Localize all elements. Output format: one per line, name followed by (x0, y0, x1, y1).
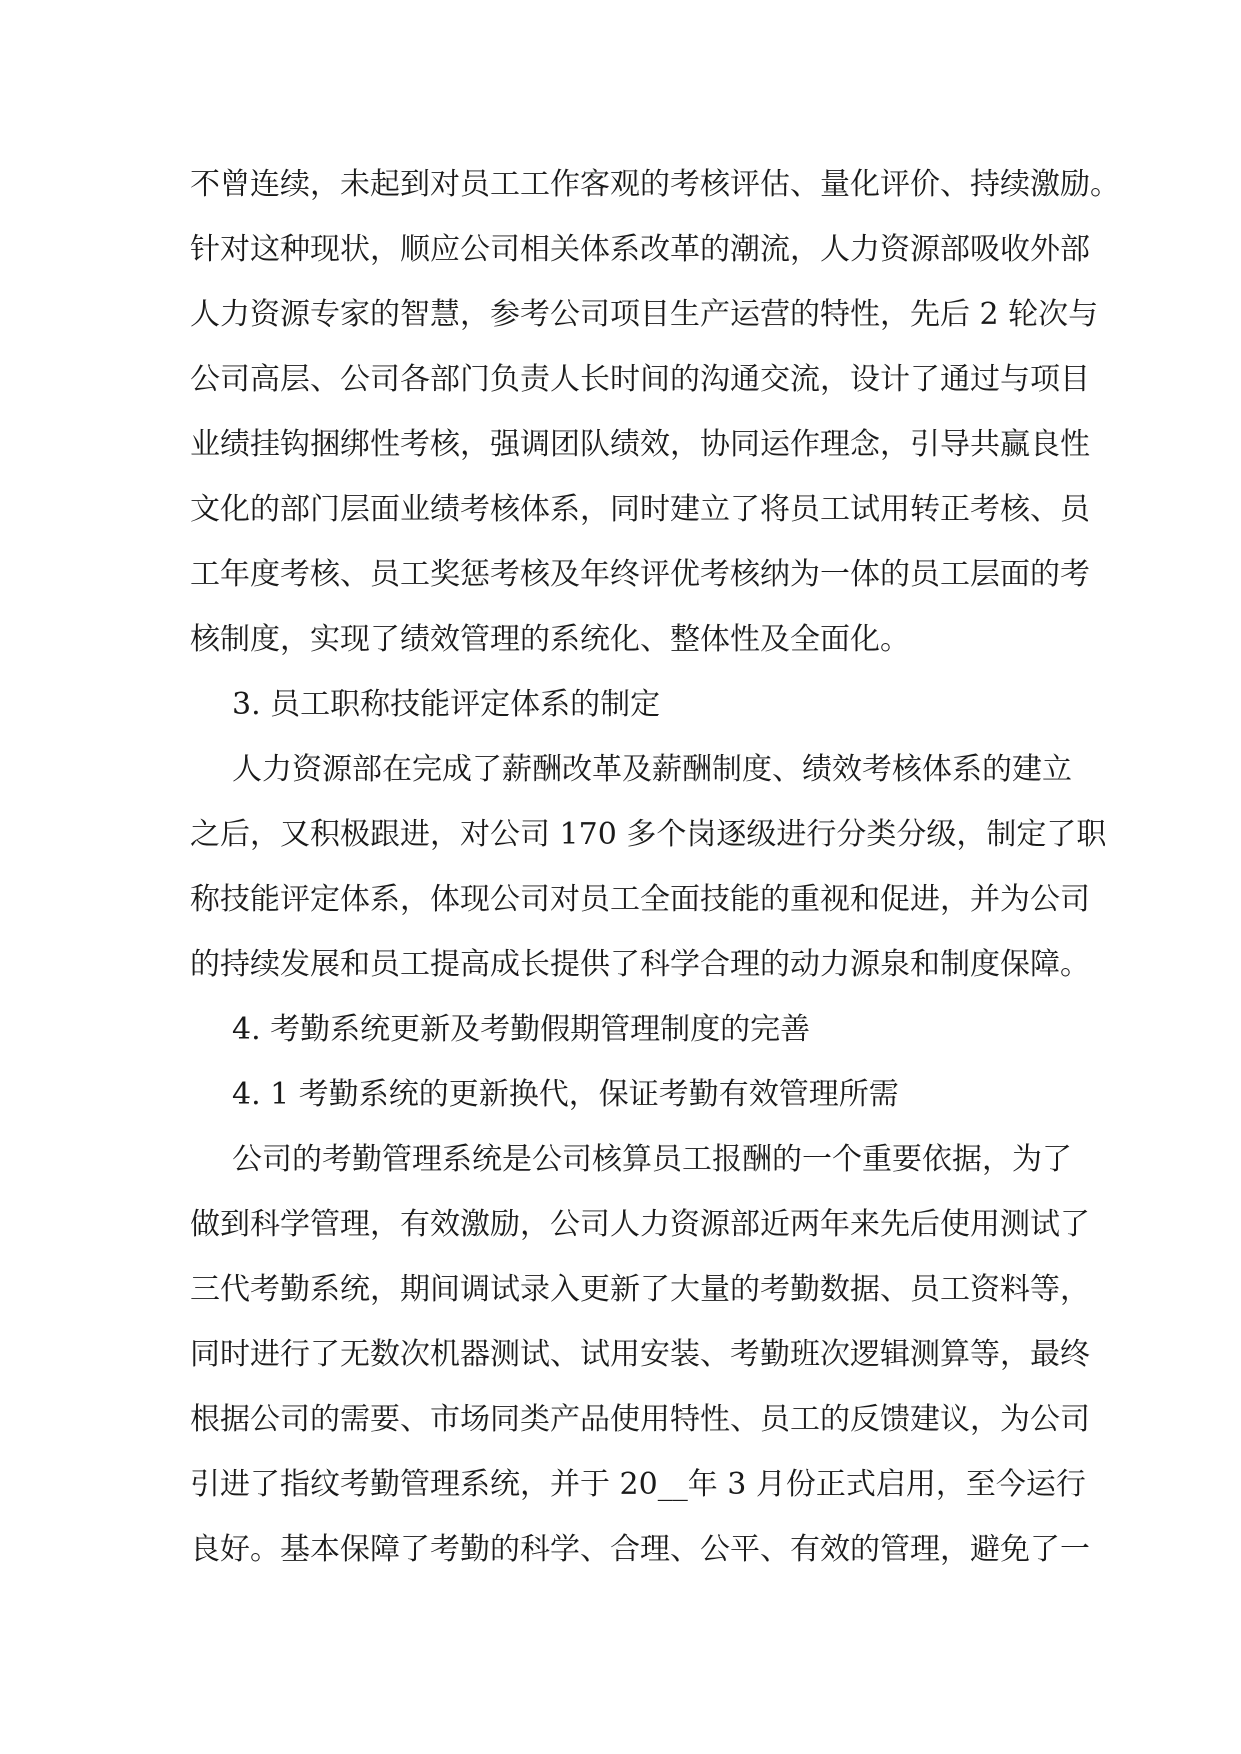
text-line: 工年度考核、员工奖惩考核及年终评优考核纳为一体的员工层面的考 (190, 557, 1090, 592)
text-line: 不曾连续，未起到对员工工作客观的考核评估、量化评价、持续激励。 (190, 167, 1120, 202)
text-line: 称技能评定体系，体现公司对员工全面技能的重视和促进，并为公司 (190, 882, 1090, 917)
text-line: 之后，又积极跟进，对公司 170 多个岗逐级进行分类分级，制定了职 (190, 817, 1107, 852)
text-line: 业绩挂钩捆绑性考核，强调团队绩效，协同运作理念，引导共赢良性 (190, 427, 1090, 462)
text-line: 公司的考勤管理系统是公司核算员工报酬的一个重要依据，为了 (232, 1142, 1072, 1177)
text-line: 人力资源专家的智慧，参考公司项目生产运营的特性，先后 2 轮次与 (190, 297, 1099, 332)
text-line: 公司高层、公司各部门负责人长时间的沟通交流，设计了通过与项目 (190, 362, 1090, 397)
text-line: 针对这种现状，顺应公司相关体系改革的潮流，人力资源部吸收外部 (190, 232, 1090, 267)
text-line: 核制度，实现了绩效管理的系统化、整体性及全面化。 (190, 622, 910, 657)
text-line: 三代考勤系统，期间调试录入更新了大量的考勤数据、员工资料等， (190, 1272, 1090, 1307)
text-line: 人力资源部在完成了薪酬改革及薪酬制度、绩效考核体系的建立 (232, 752, 1072, 787)
subsection-heading: 4. 1 考勤系统的更新换代，保证考勤有效管理所需 (232, 1077, 899, 1112)
section-heading: 4. 考勤系统更新及考勤假期管理制度的完善 (232, 1012, 811, 1047)
text-line: 的持续发展和员工提高成长提供了科学合理的动力源泉和制度保障。 (190, 947, 1090, 982)
text-line: 根据公司的需要、市场同类产品使用特性、员工的反馈建议，为公司 (190, 1402, 1090, 1437)
text-line: 文化的部门层面业绩考核体系，同时建立了将员工试用转正考核、员 (190, 492, 1090, 527)
text-line: 做到科学管理，有效激励，公司人力资源部近两年来先后使用测试了 (190, 1207, 1090, 1242)
text-line: 引进了指纹考勤管理系统，并于 20__年 3 月份正式启用，至今运行 (190, 1467, 1086, 1502)
text-line: 同时进行了无数次机器测试、试用安装、考勤班次逻辑测算等，最终 (190, 1337, 1090, 1372)
text-line: 良好。基本保障了考勤的科学、合理、公平、有效的管理，避免了一 (190, 1532, 1090, 1567)
section-heading: 3. 员工职称技能评定体系的制定 (232, 687, 661, 722)
body-text (190, 152, 1120, 1582)
